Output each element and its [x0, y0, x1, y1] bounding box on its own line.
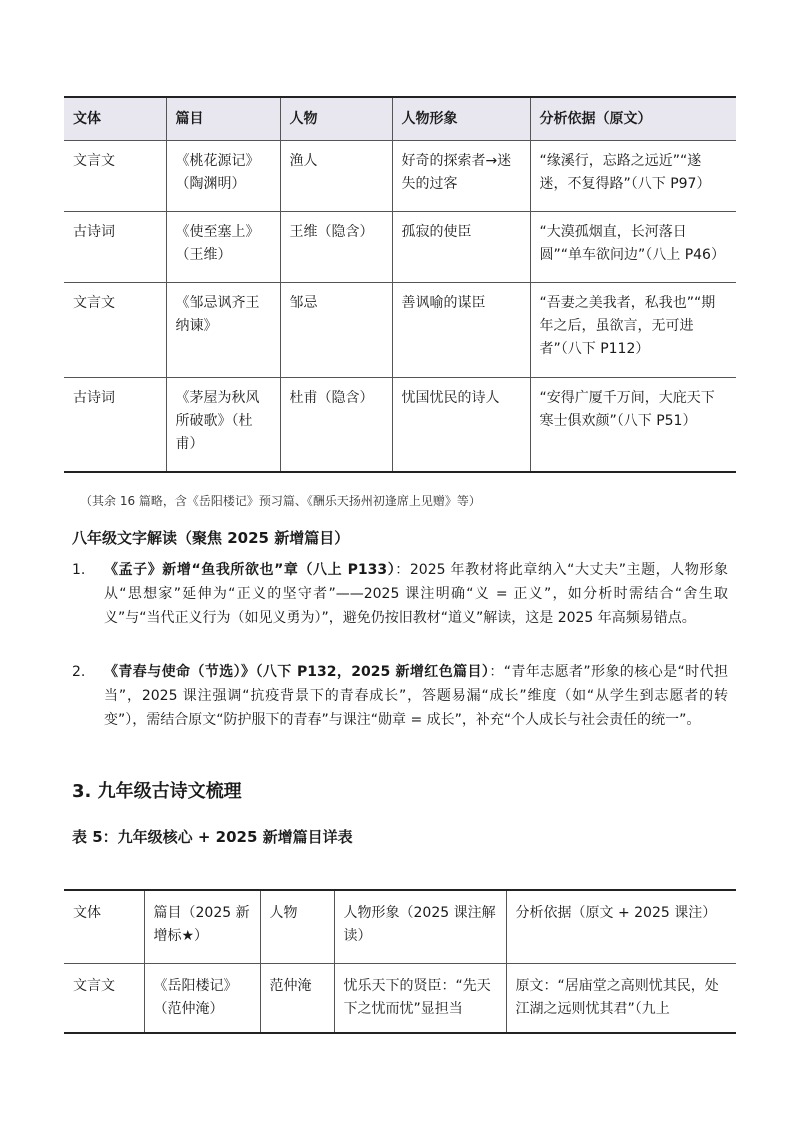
- cell-character: 杜甫（隐含）: [280, 378, 392, 472]
- table-row: [64, 964, 736, 1034]
- cell-genre: 文言文: [73, 153, 115, 169]
- cell-title: 《茅屋为秋风所破歌》（杜甫）: [166, 378, 280, 472]
- header-basis: 分析依据（原文 + 2025 课注）: [506, 890, 736, 964]
- table-grade9-detail: [64, 889, 736, 1034]
- table-footnote: （其余 16 篇略，含《岳阳楼记》预习篇、《酬乐天扬州初逢席上见赠》等）: [80, 494, 481, 508]
- list-item-number: 1.: [72, 562, 86, 578]
- cell-basis: “大漠孤烟直，长河落日圆”“单车欲问边”（八上 P46）: [530, 212, 736, 283]
- list-item-text: ：“青年志愿者”形象的核心是“时代担当”，2025 课注强调“抗疫背景下的青春成长”，答题易漏“成长”维度（如“从学生到志愿者的转变”），需结合原文“防护服下的青春”与课注“勋章 = 成长”，补充“个人成长与社会责任的统一”。: [104, 664, 728, 728]
- table-row: [64, 212, 736, 283]
- cell-genre: 文言文: [64, 964, 144, 1034]
- section-title: 八年级文字解读（聚焦 2025 新增篇目）: [72, 529, 350, 547]
- table-characters-grade8: [64, 96, 736, 473]
- cell-title: 《桃花源记》（陶渊明）: [166, 141, 280, 212]
- header-character: 人物: [260, 890, 334, 964]
- list-item: [72, 660, 728, 732]
- table-row: [64, 141, 736, 212]
- header-basis: 分析依据（原文）: [530, 97, 736, 141]
- header-character: 人物: [280, 97, 392, 141]
- table-header-row: [64, 890, 736, 964]
- cell-basis: “安得广厦千万间，大庇天下寒士俱欢颜”（八下 P51）: [530, 378, 736, 472]
- table5-caption: 表 5：九年级核心 + 2025 新增篇目详表: [72, 828, 353, 846]
- header-title: 篇目（2025 新增标★）: [144, 890, 260, 964]
- header-image: 人物形象（2025 课注解读）: [334, 890, 506, 964]
- cell-genre: 文言文: [64, 283, 166, 378]
- list-item: [72, 558, 728, 630]
- cell-image: 孤寂的使臣: [392, 212, 530, 283]
- cell-character: 范仲淹: [260, 964, 334, 1034]
- list-item-number: 2.: [72, 664, 86, 680]
- cell-genre: 古诗词: [64, 212, 166, 283]
- list-item-lead: 《青春与使命（节选）》（八下 P132，2025 新增红色篇目）: [104, 664, 490, 680]
- list-item-text: ：2025 年教材将此章纳入“大丈夫”主题，人物形象从“思想家”延伸为“正义的坚守者”——2025 课注明确“义 = 正义”，如分析时需结合“舍生取义”与“当代正义行为（如见义勇为）”，避免仍按旧教材“道义”解读，这是 2025 年高频易错点。: [104, 562, 728, 626]
- cell-character: 王维（隐含）: [280, 212, 392, 283]
- table-row: [64, 378, 736, 472]
- cell-image: 忧国忧民的诗人: [392, 378, 530, 472]
- table-header-row: [64, 97, 736, 141]
- cell-basis: “吾妻之美我者，私我也”“期年之后，虽欲言，无可进者”（八下 P112）: [530, 283, 736, 378]
- cell-character: 渔人: [280, 141, 392, 212]
- cell-image: 善讽喻的谋臣: [392, 283, 530, 378]
- cell-genre: 古诗词: [64, 378, 166, 472]
- list-item-lead: 《孟子》新增“鱼我所欲也”章（八上 P133）: [104, 562, 396, 578]
- header-image: 人物形象: [392, 97, 530, 141]
- list-item-body: [104, 558, 728, 630]
- cell-title: 《使至塞上》（王维）: [166, 212, 280, 283]
- cell-basis: 原文：“居庙堂之高则忧其民，处江湖之远则忧其君”（九上: [506, 964, 736, 1034]
- header-genre: 文体: [64, 97, 166, 141]
- cell-image: 好奇的探索者→迷失的过客: [392, 141, 530, 212]
- table-row: [64, 283, 736, 378]
- heading-grade9: 3. 九年级古诗文梳理: [72, 781, 242, 802]
- cell-title: 《岳阳楼记》（范仲淹）: [144, 964, 260, 1034]
- cell-title: 《邹忌讽齐王纳谏》: [166, 283, 280, 378]
- list-item-body: [104, 660, 728, 732]
- header-title: 篇目: [166, 97, 280, 141]
- cell-character: 邹忌: [280, 283, 392, 378]
- cell-basis: “缘溪行，忘路之远近”“遂迷，不复得路”（八下 P97）: [530, 141, 736, 212]
- cell-image: 忧乐天下的贤臣：“先天下之忧而忧”显担当: [334, 964, 506, 1034]
- header-genre: 文体: [73, 905, 101, 921]
